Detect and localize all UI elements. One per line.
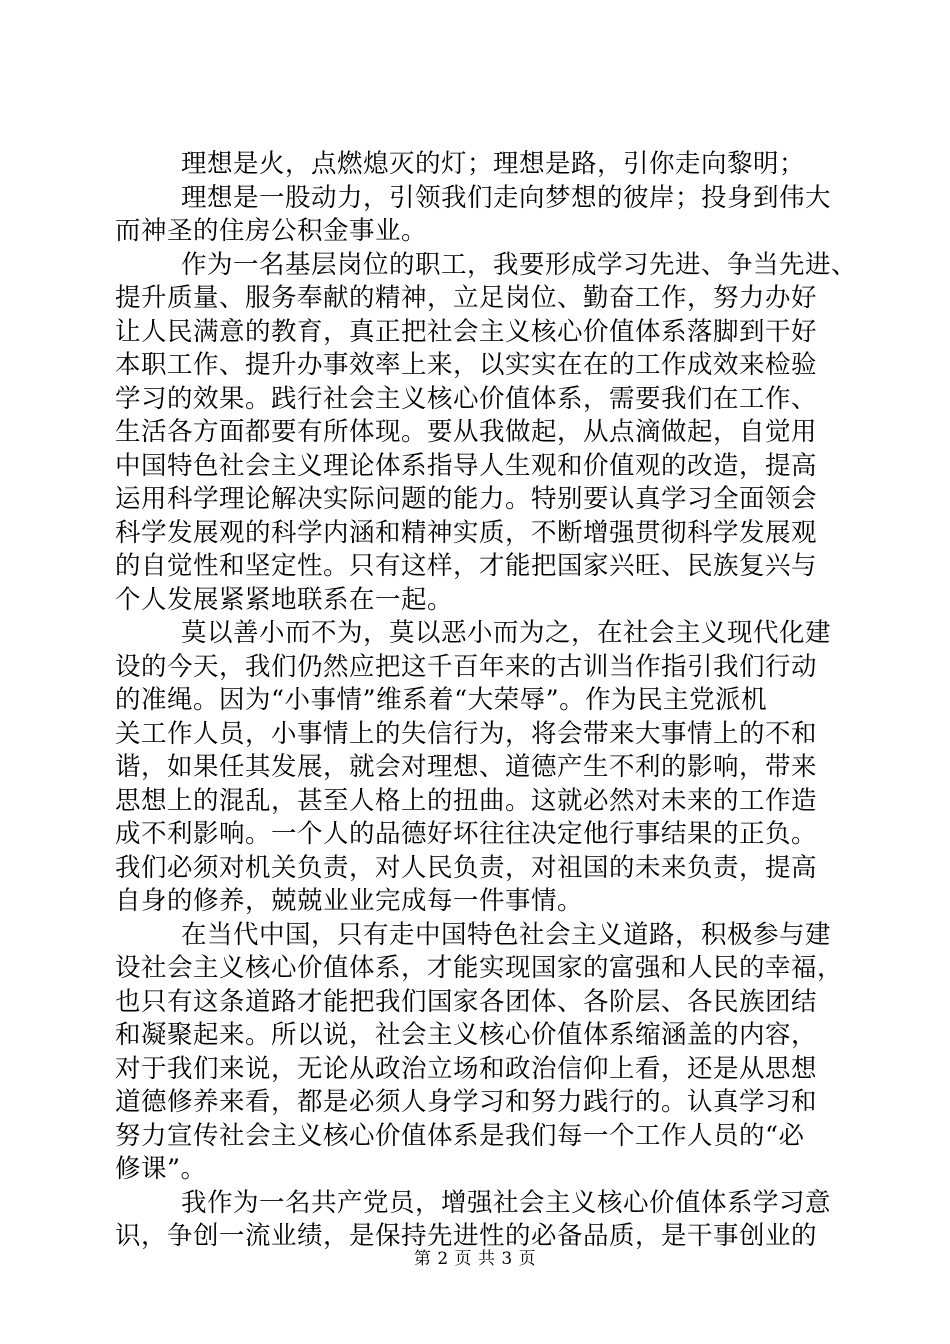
text-line: 作为一名基层岗位的职工，我要形成学习先进、争当先进、 [181,249,858,280]
text-line: 思想上的混乱，甚至人格上的扭曲。这就必然对未来的工作造 [115,785,818,816]
text-line: 理想是一股动力，引领我们走向梦想的彼岸；投身到伟大 [181,182,832,213]
text-line: 关工作人员，小事情上的失信行为，将会带来大事情上的不和 [115,718,818,749]
text-line: 的准绳。因为“小事情”维系着“大荣辱”。作为民主党派机 [115,685,768,715]
text-line: 运用科学理论解决实际问题的能力。特别要认真学习全面领会 [115,484,818,514]
text-line: 我们必须对机关负责，对人民负责，对祖国的未来负责，提高 [115,852,818,883]
text-line: 识，争创一流业绩，是保持先进性的必备品质，是干事创业的 [115,1221,818,1251]
text-line: 的自觉性和坚定性。只有这样，才能把国家兴旺、民族复兴与 [115,551,818,581]
text-line: 对于我们来说，无论从政治立场和政治信仰上看，还是从思想 [115,1053,818,1084]
page-footer: 第 2 页 共 3 页 [413,1249,537,1269]
text-line: 修课”。 [115,1154,207,1184]
text-line: 理想是火，点燃熄灭的灯；理想是路，引你走向黎明； [181,149,806,179]
text-line: 谐，如果任其发展，就会对理想、道德产生不利的影响，带来 [115,752,818,782]
text-line: 中国特色社会主义理论体系指导人生观和价值观的改造，提高 [115,450,818,481]
text-line: 学习的效果。践行社会主义核心价值体系，需要我们在工作、 [115,383,818,414]
text-line: 生活各方面都要有所体现。要从我做起，从点滴做起，自觉用 [115,417,818,447]
text-line: 让人民满意的教育，真正把社会主义核心价值体系落脚到干好 [115,316,818,347]
text-line: 科学发展观的科学内涵和精神实质，不断增强贯彻科学发展观 [115,517,818,548]
text-line: 设社会主义核心价值体系，才能实现国家的富强和人民的幸福， [115,953,844,983]
document-body [115,148,858,1254]
text-line: 成不利影响。一个人的品德好坏往往决定他行事结果的正负。 [115,819,818,849]
text-line: 道德修养来看，都是必须人身学习和努力践行的。认真学习和 [115,1087,818,1117]
text-line: 提升质量、服务奉献的精神，立足岗位、勤奋工作，努力办好 [115,283,818,313]
text-line: 设的今天，我们仍然应把这千百年来的古训当作指引我们行动 [115,651,818,682]
text-line: 努力宣传社会主义核心价值体系是我们每一个工作人员的“必 [115,1120,805,1151]
text-line: 我作为一名共产党员，增强社会主义核心价值体系学习意 [181,1187,832,1218]
text-line: 而神圣的住房公积金事业。 [115,216,428,246]
text-line: 在当代中国，只有走中国特色社会主义道路，积极参与建 [181,919,832,950]
text-line: 个人发展紧紧地联系在一起。 [115,584,454,615]
text-line: 莫以善小而不为，莫以恶小而为之，在社会主义现代化建 [181,618,832,648]
text-line: 也只有这条道路才能把我们国家各团体、各阶层、各民族团结 [115,986,818,1017]
text-line: 和凝聚起来。所以说，社会主义核心价值体系缩涵盖的内容， [115,1020,818,1050]
text-line: 自身的修养，兢兢业业完成每一件事情。 [115,886,584,916]
text-line: 本职工作、提升办事效率上来，以实实在在的工作成效来检验 [115,350,818,380]
